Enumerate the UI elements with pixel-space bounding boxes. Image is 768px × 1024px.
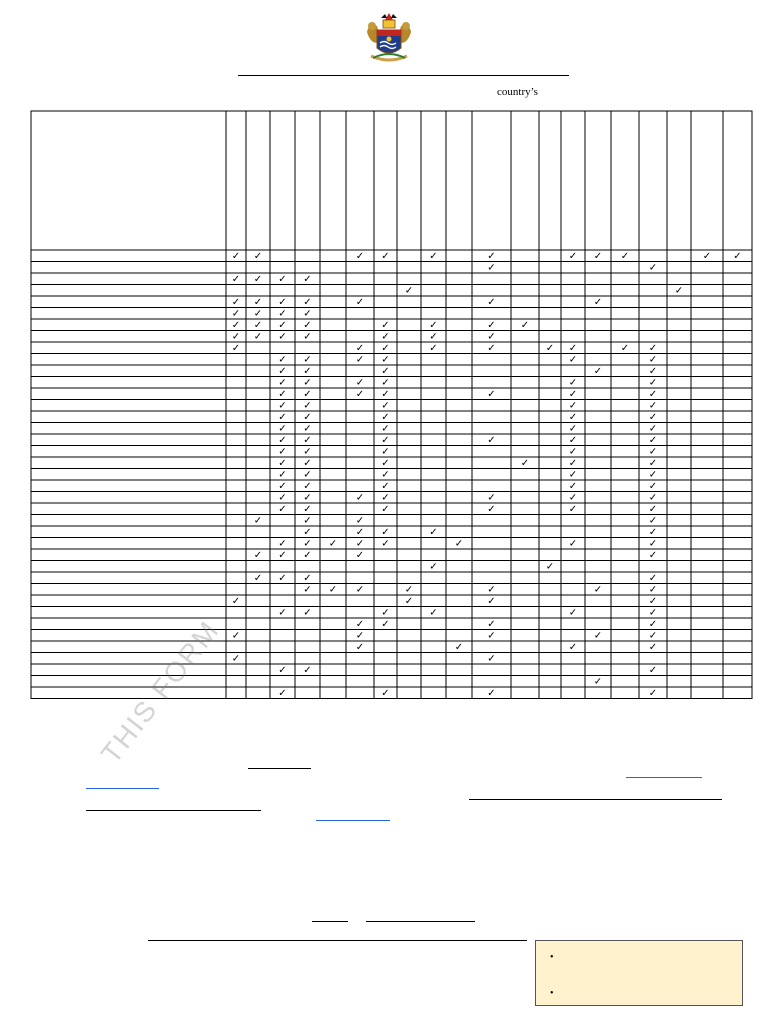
check-mark: ✓ bbox=[253, 308, 263, 320]
check-mark: ✓ bbox=[545, 343, 555, 354]
check-mark: ✓ bbox=[648, 343, 658, 354]
callout-box bbox=[535, 940, 743, 1006]
check-mark: ✓ bbox=[648, 366, 658, 377]
check-mark: ✓ bbox=[355, 642, 365, 653]
check-mark: ✓ bbox=[278, 354, 287, 366]
check-mark: ✓ bbox=[568, 400, 578, 412]
check-mark: ✓ bbox=[648, 435, 658, 446]
check-mark: ✓ bbox=[231, 331, 241, 343]
watermark: THIS FORM bbox=[95, 614, 226, 770]
check-mark: ✓ bbox=[231, 596, 241, 607]
check-mark: ✓ bbox=[568, 435, 578, 446]
check-mark: ✓ bbox=[593, 630, 603, 642]
check-mark: ✓ bbox=[381, 504, 390, 515]
check-mark: ✓ bbox=[231, 308, 241, 320]
check-mark: ✓ bbox=[648, 584, 658, 596]
check-mark: ✓ bbox=[303, 573, 312, 584]
check-mark: ✓ bbox=[303, 400, 312, 412]
check-mark: ✓ bbox=[278, 435, 287, 446]
check-mark: ✓ bbox=[381, 251, 390, 262]
check-mark: ✓ bbox=[568, 412, 578, 423]
check-mark: ✓ bbox=[648, 550, 658, 561]
check-mark: ✓ bbox=[454, 538, 464, 550]
bullet-marker: • bbox=[550, 952, 554, 963]
check-mark: ✓ bbox=[303, 469, 312, 481]
check-mark: ✓ bbox=[278, 274, 287, 285]
check-mark: ✓ bbox=[303, 377, 312, 389]
check-mark: ✓ bbox=[231, 274, 241, 285]
check-mark: ✓ bbox=[568, 377, 578, 389]
check-mark: ✓ bbox=[303, 412, 312, 423]
check-mark: ✓ bbox=[648, 377, 658, 389]
check-mark: ✓ bbox=[381, 458, 390, 469]
fill-line bbox=[366, 921, 475, 922]
check-mark: ✓ bbox=[568, 607, 578, 619]
check-mark: ✓ bbox=[303, 366, 312, 377]
check-mark: ✓ bbox=[487, 262, 496, 274]
check-mark: ✓ bbox=[381, 607, 390, 619]
check-mark: ✓ bbox=[278, 665, 287, 676]
check-mark: ✓ bbox=[487, 297, 496, 308]
check-mark: ✓ bbox=[303, 538, 312, 550]
check-mark: ✓ bbox=[253, 550, 263, 561]
check-mark: ✓ bbox=[381, 412, 390, 423]
check-mark: ✓ bbox=[593, 251, 603, 262]
check-mark: ✓ bbox=[487, 492, 496, 504]
check-mark: ✓ bbox=[253, 251, 263, 262]
check-mark: ✓ bbox=[355, 630, 365, 642]
check-mark: ✓ bbox=[487, 343, 496, 354]
check-mark: ✓ bbox=[648, 665, 658, 676]
check-mark: ✓ bbox=[381, 400, 390, 412]
check-mark: ✓ bbox=[568, 642, 578, 653]
check-mark: ✓ bbox=[545, 561, 555, 573]
check-mark: ✓ bbox=[303, 274, 312, 285]
check-mark: ✓ bbox=[648, 607, 658, 619]
check-mark: ✓ bbox=[568, 492, 578, 504]
check-mark: ✓ bbox=[648, 596, 658, 607]
check-mark: ✓ bbox=[381, 423, 390, 435]
check-mark: ✓ bbox=[568, 504, 578, 515]
check-mark: ✓ bbox=[381, 538, 390, 550]
check-mark: ✓ bbox=[303, 584, 312, 596]
check-mark: ✓ bbox=[355, 515, 365, 527]
link-underline[interactable] bbox=[316, 820, 390, 821]
check-mark: ✓ bbox=[303, 515, 312, 527]
fill-line bbox=[248, 768, 311, 769]
check-mark: ✓ bbox=[404, 596, 414, 607]
check-mark: ✓ bbox=[381, 320, 390, 331]
check-mark: ✓ bbox=[568, 343, 578, 354]
check-mark: ✓ bbox=[231, 320, 241, 331]
check-mark: ✓ bbox=[253, 573, 263, 584]
check-mark: ✓ bbox=[648, 504, 658, 515]
check-mark: ✓ bbox=[487, 584, 496, 596]
check-mark: ✓ bbox=[593, 297, 603, 308]
check-mark: ✓ bbox=[278, 550, 287, 561]
check-mark: ✓ bbox=[231, 630, 241, 642]
check-mark: ✓ bbox=[487, 504, 496, 515]
check-mark: ✓ bbox=[648, 527, 658, 538]
check-mark: ✓ bbox=[648, 400, 658, 412]
fill-line bbox=[86, 810, 261, 811]
check-mark: ✓ bbox=[278, 458, 287, 469]
check-mark: ✓ bbox=[303, 308, 312, 320]
check-mark: ✓ bbox=[253, 331, 263, 343]
check-mark: ✓ bbox=[278, 320, 287, 331]
check-mark: ✓ bbox=[568, 446, 578, 458]
check-mark: ✓ bbox=[381, 343, 390, 354]
check-mark: ✓ bbox=[303, 423, 312, 435]
check-mark: ✓ bbox=[429, 561, 438, 573]
check-mark: ✓ bbox=[648, 642, 658, 653]
link-underline[interactable] bbox=[86, 788, 159, 789]
link-underline[interactable] bbox=[626, 777, 702, 778]
check-mark: ✓ bbox=[303, 446, 312, 458]
check-mark: ✓ bbox=[404, 285, 414, 297]
check-mark: ✓ bbox=[381, 527, 390, 538]
check-mark: ✓ bbox=[648, 446, 658, 458]
check-mark: ✓ bbox=[520, 320, 530, 331]
check-mark: ✓ bbox=[381, 366, 390, 377]
check-mark: ✓ bbox=[648, 458, 658, 469]
check-mark: ✓ bbox=[355, 343, 365, 354]
check-mark: ✓ bbox=[487, 688, 496, 699]
check-mark: ✓ bbox=[520, 458, 530, 469]
check-mark: ✓ bbox=[355, 251, 365, 262]
check-mark: ✓ bbox=[278, 504, 287, 515]
check-mark: ✓ bbox=[355, 550, 365, 561]
check-mark: ✓ bbox=[278, 297, 287, 308]
check-mark: ✓ bbox=[303, 607, 312, 619]
check-mark: ✓ bbox=[404, 584, 414, 596]
check-mark: ✓ bbox=[303, 320, 312, 331]
check-mark: ✓ bbox=[278, 377, 287, 389]
check-mark: ✓ bbox=[487, 435, 496, 446]
check-mark: ✓ bbox=[429, 343, 438, 354]
check-mark: ✓ bbox=[593, 584, 603, 596]
check-mark: ✓ bbox=[303, 435, 312, 446]
fill-line bbox=[469, 799, 722, 800]
check-mark: ✓ bbox=[355, 377, 365, 389]
check-mark: ✓ bbox=[278, 538, 287, 550]
check-mark: ✓ bbox=[278, 331, 287, 343]
check-mark: ✓ bbox=[381, 619, 390, 630]
check-mark: ✓ bbox=[429, 331, 438, 343]
check-mark: ✓ bbox=[568, 469, 578, 481]
check-mark: ✓ bbox=[253, 320, 263, 331]
check-mark: ✓ bbox=[487, 653, 496, 665]
check-mark: ✓ bbox=[381, 354, 390, 366]
check-mark: ✓ bbox=[278, 446, 287, 458]
check-mark: ✓ bbox=[568, 251, 578, 262]
bullet-marker: • bbox=[550, 988, 554, 999]
check-mark: ✓ bbox=[568, 389, 578, 400]
check-mark: ✓ bbox=[303, 331, 312, 343]
check-mark: ✓ bbox=[303, 458, 312, 469]
check-mark: ✓ bbox=[381, 435, 390, 446]
check-mark: ✓ bbox=[487, 320, 496, 331]
check-mark: ✓ bbox=[381, 481, 390, 492]
check-mark: ✓ bbox=[568, 458, 578, 469]
check-mark: ✓ bbox=[702, 251, 712, 262]
check-mark: ✓ bbox=[648, 481, 658, 492]
check-mark: ✓ bbox=[303, 492, 312, 504]
check-mark: ✓ bbox=[487, 251, 496, 262]
check-mark: ✓ bbox=[253, 515, 263, 527]
check-mark: ✓ bbox=[648, 630, 658, 642]
check-mark: ✓ bbox=[487, 596, 496, 607]
check-mark: ✓ bbox=[620, 251, 630, 262]
check-mark: ✓ bbox=[303, 665, 312, 676]
check-mark: ✓ bbox=[355, 538, 365, 550]
check-mark: ✓ bbox=[733, 251, 742, 262]
check-mark: ✓ bbox=[648, 688, 658, 699]
check-mark: ✓ bbox=[278, 400, 287, 412]
check-mark: ✓ bbox=[231, 653, 241, 665]
check-mark: ✓ bbox=[487, 630, 496, 642]
check-mark: ✓ bbox=[355, 619, 365, 630]
check-mark: ✓ bbox=[278, 492, 287, 504]
check-mark: ✓ bbox=[278, 607, 287, 619]
check-mark: ✓ bbox=[231, 343, 241, 354]
check-mark: ✓ bbox=[278, 469, 287, 481]
check-mark: ✓ bbox=[568, 354, 578, 366]
check-mark: ✓ bbox=[620, 343, 630, 354]
check-mark: ✓ bbox=[487, 331, 496, 343]
check-mark: ✓ bbox=[355, 584, 365, 596]
fill-line bbox=[148, 940, 527, 941]
check-mark: ✓ bbox=[278, 423, 287, 435]
check-mark: ✓ bbox=[429, 607, 438, 619]
check-mark: ✓ bbox=[674, 285, 684, 297]
check-mark: ✓ bbox=[278, 308, 287, 320]
check-mark: ✓ bbox=[303, 481, 312, 492]
check-mark: ✓ bbox=[303, 389, 312, 400]
check-mark: ✓ bbox=[648, 412, 658, 423]
check-mark: ✓ bbox=[253, 297, 263, 308]
check-mark: ✓ bbox=[278, 412, 287, 423]
check-mark: ✓ bbox=[487, 619, 496, 630]
check-mark: ✓ bbox=[303, 550, 312, 561]
check-mark: ✓ bbox=[648, 423, 658, 435]
check-mark: ✓ bbox=[253, 274, 263, 285]
check-mark: ✓ bbox=[355, 492, 365, 504]
check-mark: ✓ bbox=[328, 584, 338, 596]
check-mark: ✓ bbox=[381, 469, 390, 481]
country-note: country’s bbox=[497, 86, 538, 98]
check-mark: ✓ bbox=[593, 366, 603, 377]
table-border bbox=[31, 111, 752, 699]
check-mark: ✓ bbox=[381, 688, 390, 699]
check-mark: ✓ bbox=[429, 527, 438, 538]
check-mark: ✓ bbox=[648, 492, 658, 504]
check-mark: ✓ bbox=[568, 423, 578, 435]
check-mark: ✓ bbox=[648, 538, 658, 550]
check-mark: ✓ bbox=[648, 573, 658, 584]
check-mark: ✓ bbox=[487, 389, 496, 400]
check-mark: ✓ bbox=[303, 297, 312, 308]
check-mark: ✓ bbox=[278, 573, 287, 584]
check-mark: ✓ bbox=[328, 538, 338, 550]
check-mark: ✓ bbox=[381, 377, 390, 389]
check-mark: ✓ bbox=[648, 354, 658, 366]
check-mark: ✓ bbox=[648, 262, 658, 274]
check-mark: ✓ bbox=[303, 504, 312, 515]
check-mark: ✓ bbox=[429, 251, 438, 262]
check-mark: ✓ bbox=[648, 389, 658, 400]
check-mark: ✓ bbox=[648, 619, 658, 630]
check-mark: ✓ bbox=[355, 354, 365, 366]
check-mark: ✓ bbox=[568, 481, 578, 492]
check-mark: ✓ bbox=[231, 297, 241, 308]
check-mark: ✓ bbox=[355, 389, 365, 400]
check-mark: ✓ bbox=[429, 320, 438, 331]
check-mark: ✓ bbox=[303, 354, 312, 366]
check-mark: ✓ bbox=[278, 366, 287, 377]
check-mark: ✓ bbox=[303, 527, 312, 538]
check-mark: ✓ bbox=[381, 389, 390, 400]
check-mark: ✓ bbox=[648, 515, 658, 527]
check-mark: ✓ bbox=[355, 297, 365, 308]
fill-line bbox=[312, 921, 348, 922]
check-mark: ✓ bbox=[355, 527, 365, 538]
check-mark: ✓ bbox=[568, 538, 578, 550]
check-mark: ✓ bbox=[278, 481, 287, 492]
check-mark: ✓ bbox=[278, 389, 287, 400]
check-mark: ✓ bbox=[231, 251, 241, 262]
check-mark: ✓ bbox=[593, 676, 603, 688]
check-mark: ✓ bbox=[381, 331, 390, 343]
check-mark: ✓ bbox=[454, 642, 464, 653]
check-mark: ✓ bbox=[381, 492, 390, 504]
check-mark: ✓ bbox=[278, 688, 287, 699]
check-mark: ✓ bbox=[381, 446, 390, 458]
check-mark: ✓ bbox=[648, 469, 658, 481]
